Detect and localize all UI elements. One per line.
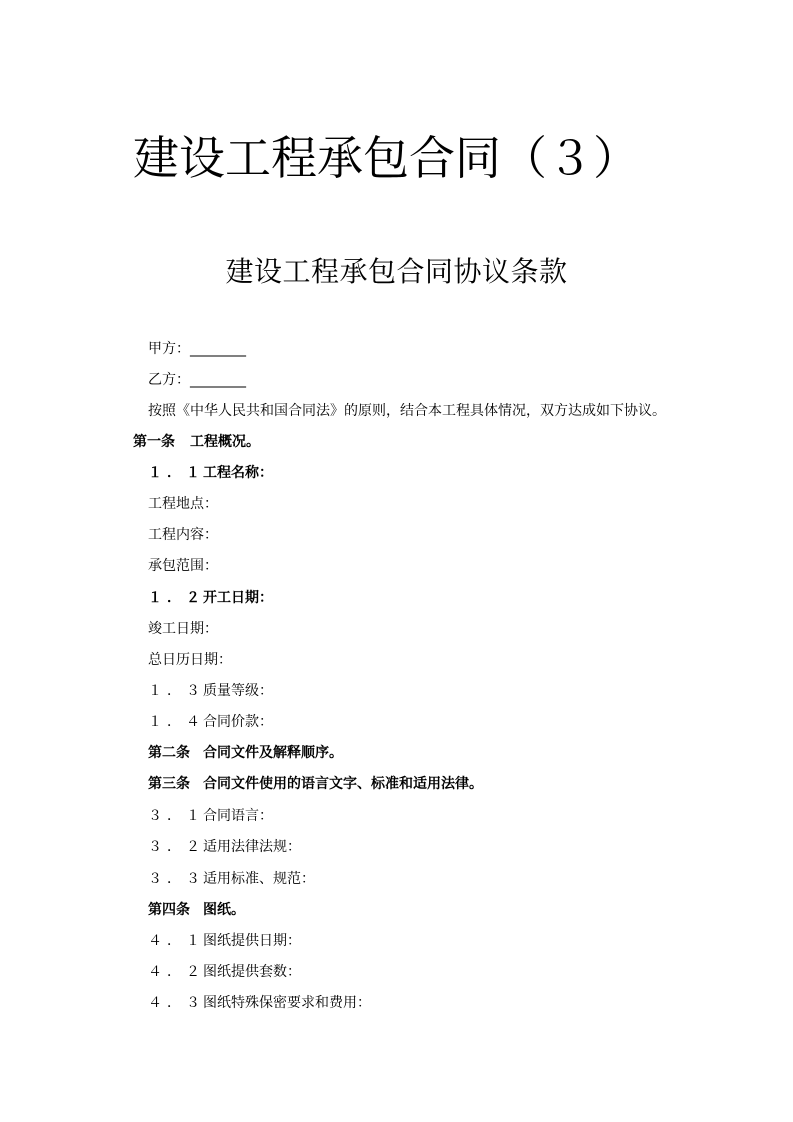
clause-4-3 xyxy=(148,993,371,1013)
clause-label: 质量等级： xyxy=(203,683,273,699)
article-1-heading xyxy=(133,432,260,452)
clause-label: 合同语言： xyxy=(203,808,273,824)
total-calendar-days-line: 总日历日期： xyxy=(148,652,232,668)
article-title: 合同文件使用的语言文字、标准和适用法律。 xyxy=(203,776,483,792)
clause-label: 工程名称： xyxy=(203,465,273,481)
clause-4-1 xyxy=(148,931,301,951)
article-number: 第三条 xyxy=(148,776,190,792)
clause-number: ４．１ xyxy=(148,933,205,949)
clause-1-2 xyxy=(148,588,273,608)
contract-scope-line: 承包范围： xyxy=(148,558,218,574)
article-number: 第二条 xyxy=(148,745,190,761)
clause-number: １．１ xyxy=(148,465,205,481)
clause-number: ３．１ xyxy=(148,808,205,824)
article-title: 工程概况。 xyxy=(190,434,260,450)
clause-1-3 xyxy=(148,681,273,701)
clause-number: １．３ xyxy=(148,683,205,699)
clause-number: ３．３ xyxy=(148,871,205,887)
article-2-heading xyxy=(148,743,343,763)
clause-3-1 xyxy=(148,806,273,826)
article-number: 第四条 xyxy=(148,902,190,918)
article-number: 第一条 xyxy=(133,434,175,450)
clause-3-2 xyxy=(148,837,301,857)
clause-label: 图纸提供日期： xyxy=(203,933,301,949)
article-title: 合同文件及解释顺序。 xyxy=(203,745,343,761)
clause-label: 开工日期： xyxy=(203,590,273,606)
project-location-line: 工程地点： xyxy=(148,496,218,512)
clause-label: 适用法律法规： xyxy=(203,839,301,855)
document-subtitle: 建设工程承包合同协议条款 xyxy=(225,255,568,288)
clause-label: 适用标准、规范： xyxy=(203,871,315,887)
clause-number: ４．２ xyxy=(148,964,205,980)
project-content-line: 工程内容： xyxy=(148,527,218,543)
clause-1-4 xyxy=(148,712,273,732)
article-4-heading xyxy=(148,900,245,920)
clause-3-3 xyxy=(148,869,315,889)
clause-1-1 xyxy=(148,463,273,483)
clause-label: 图纸提供套数： xyxy=(203,964,301,980)
clause-number: ３．２ xyxy=(148,839,205,855)
clause-label: 图纸特殊保密要求和费用： xyxy=(203,995,371,1011)
clause-4-2 xyxy=(148,962,301,982)
document-title: 建设工程承包合同（３） xyxy=(133,131,639,185)
preamble-text: 按照《中华人民共和国合同法》的原则，结合本工程具体情况，双方达成如下协议。 xyxy=(148,403,666,419)
completion-date-line: 竣工日期： xyxy=(148,621,218,637)
clause-number: １．４ xyxy=(148,714,205,730)
article-3-heading xyxy=(148,774,483,794)
clause-label: 合同价款： xyxy=(203,714,273,730)
party-a-line: 甲方：________ xyxy=(148,341,246,357)
article-title: 图纸。 xyxy=(203,902,245,918)
party-b-line: 乙方：________ xyxy=(148,372,246,388)
clause-number: ４．３ xyxy=(148,995,205,1011)
clause-number: １．２ xyxy=(148,590,205,606)
